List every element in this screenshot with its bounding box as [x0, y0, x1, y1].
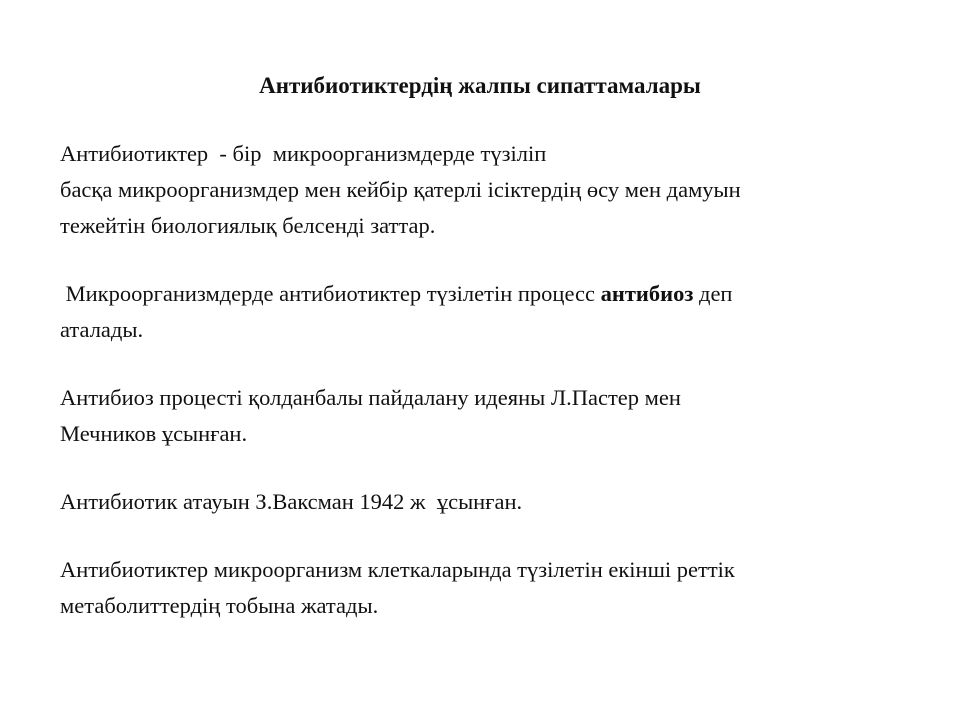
antibiosis-line-1	[60, 276, 920, 312]
antibiosis-term: антибиоз	[600, 281, 694, 306]
definition-line-3: тежейтін биологиялық белсенді заттар.	[60, 213, 436, 238]
paragraph-waksman	[60, 484, 920, 520]
paragraph-metabolites	[60, 552, 920, 624]
slide-title: Антибиотиктердің жалпы сипаттамалары	[259, 73, 701, 98]
slide-body	[60, 136, 920, 656]
paragraph-pasteur	[60, 380, 920, 452]
antibiosis-prefix: Микроорганизмдерде антибиотиктер түзілетін процесс	[60, 281, 601, 306]
antibiosis-line-2: аталады.	[60, 317, 144, 342]
pasteur-line-2: Мечников ұсынған.	[60, 421, 248, 446]
paragraph-definition	[60, 136, 920, 244]
antibiosis-suffix: деп	[693, 281, 733, 306]
metabolites-line-1: Антибиотиктер микроорганизм клеткаларында түзілетін екінші реттік	[60, 557, 735, 582]
definition-line-1: Антибиотиктер - бір микроорганизмдерде түзіліп	[60, 141, 547, 166]
definition-line-2: басқа микроорганизмдер мен кейбір қатерлі ісіктердің өсу мен дамуын	[60, 177, 741, 202]
pasteur-line-1: Антибиоз процесті қолданбалы пайдалану идеяны Л.Пастер мен	[60, 385, 681, 410]
waksman-line-1: Антибиотик атауын З.Ваксман 1942 ж ұсынған.	[60, 489, 523, 514]
paragraph-antibiosis	[60, 276, 920, 348]
metabolites-line-2: метаболиттердің тобына жатады.	[60, 593, 379, 618]
